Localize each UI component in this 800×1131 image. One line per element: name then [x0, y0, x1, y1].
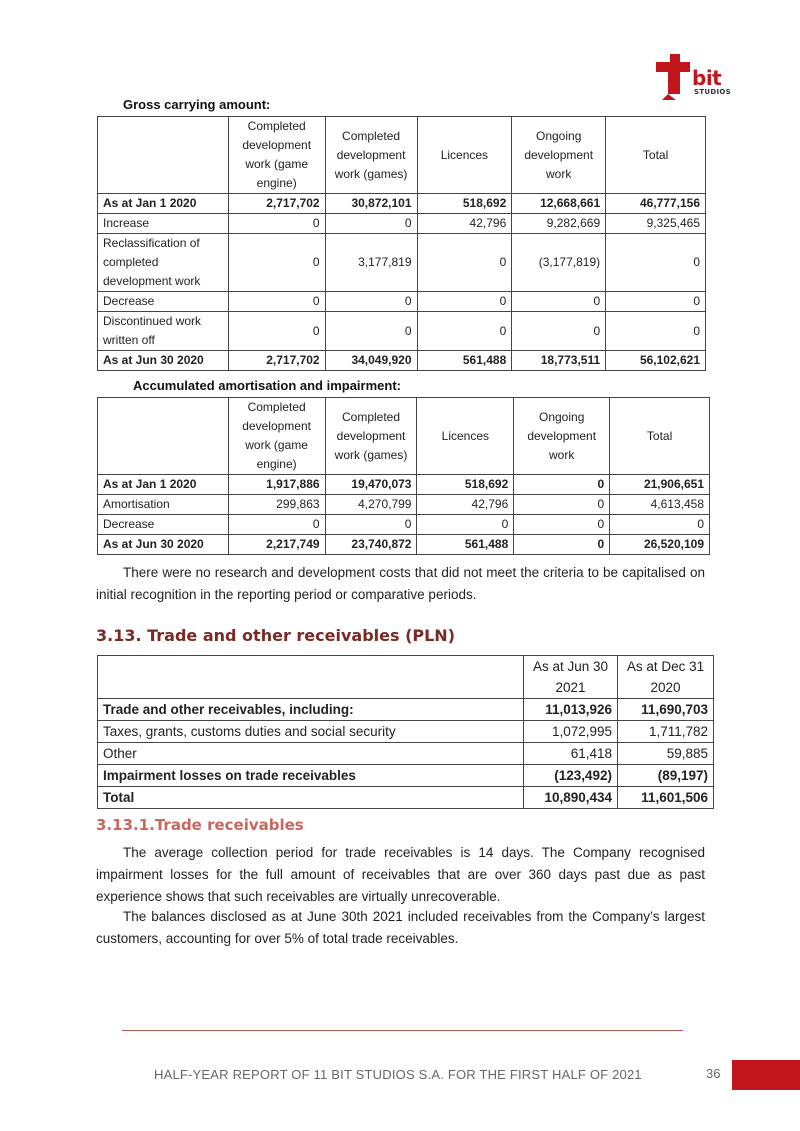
cell: 0 [514, 535, 610, 555]
cell: 0 [417, 312, 512, 351]
cell: 42,796 [417, 214, 512, 234]
section-heading: 3.13. Trade and other receivables (PLN) [96, 626, 456, 645]
page-number: 36 [706, 1066, 721, 1081]
cell: 0 [228, 214, 325, 234]
gross-title: Gross carrying amount: [123, 97, 271, 112]
header-cell [98, 117, 229, 194]
amort-title: Accumulated amortisation and impairment: [133, 378, 401, 393]
table-row [98, 765, 714, 787]
cell: 30,872,101 [325, 194, 417, 214]
collection-period-text: The average collection period for trade receivables is 14 days. The Company recognised impairment losses for the full amount of receivables that are over 360 days past due as past experience shows that such receivables are virtually unrecoverable. [96, 845, 705, 904]
cell: 1,072,995 [524, 721, 618, 743]
row-label: Decrease [98, 515, 229, 535]
table-row [98, 743, 714, 765]
cell: 518,692 [417, 475, 514, 495]
cell: 0 [512, 292, 606, 312]
largest-customers-paragraph [96, 906, 705, 950]
table-header-row [98, 117, 706, 194]
cell: (89,197) [618, 765, 714, 787]
page-marker [732, 1060, 800, 1090]
row-label: Impairment losses on trade receivables [98, 765, 524, 787]
cell: 4,270,799 [325, 495, 417, 515]
cell: 0 [417, 292, 512, 312]
row-label: Trade and other receivables, including: [98, 699, 524, 721]
cell: 19,470,073 [325, 475, 417, 495]
cell: 0 [325, 312, 417, 351]
cell: 0 [228, 312, 325, 351]
amort-table [97, 397, 710, 555]
logo-subtitle: STUDIOS [694, 88, 732, 96]
collection-period-paragraph [96, 842, 705, 908]
cell: 0 [512, 312, 606, 351]
row-label: Taxes, grants, customs duties and social security [98, 721, 524, 743]
row-label: Total [98, 787, 524, 809]
cell: 561,488 [417, 535, 514, 555]
cell: 3,177,819 [325, 234, 417, 292]
row-label: As at Jun 30 2020 [98, 535, 229, 555]
cell: 11,013,926 [524, 699, 618, 721]
cell: 0 [606, 292, 706, 312]
largest-customers-text: The balances disclosed as at June 30th 2021 included receivables from the Company’s largest customers, accounting for over 5% of total trade receivables. [96, 909, 705, 946]
rd-note-text: There were no research and development costs that did not meet the criteria to be capitalised on initial recognition in the reporting period or comparative periods. [96, 565, 705, 602]
table-row [98, 475, 710, 495]
cell: 2,717,702 [228, 351, 325, 371]
cell: 59,885 [618, 743, 714, 765]
cell: 1,917,886 [228, 475, 325, 495]
cell: 0 [325, 292, 417, 312]
header-cell: As at Jun 30 2021 [524, 656, 618, 699]
cell: 561,488 [417, 351, 512, 371]
header-cell [98, 656, 524, 699]
cell: 0 [606, 312, 706, 351]
table-row [98, 312, 706, 351]
header-cell: Total [606, 117, 706, 194]
gross-table [97, 116, 706, 371]
row-label: As at Jan 1 2020 [98, 475, 229, 495]
cell: 12,668,661 [512, 194, 606, 214]
row-label: Decrease [98, 292, 229, 312]
header-cell: Ongoing development work [514, 398, 610, 475]
rd-note-paragraph [96, 562, 705, 606]
cell: 34,049,920 [325, 351, 417, 371]
cell: 0 [606, 234, 706, 292]
cell: 0 [325, 214, 417, 234]
row-label: Other [98, 743, 524, 765]
cell: 4,613,458 [610, 495, 710, 515]
table-header-row [98, 656, 714, 699]
cell: 0 [228, 515, 325, 535]
row-label: Increase [98, 214, 229, 234]
cell: 42,796 [417, 495, 514, 515]
table-row [98, 292, 706, 312]
cell: 0 [417, 234, 512, 292]
row-label: Discontinued work written off [98, 312, 229, 351]
table-row [98, 234, 706, 292]
cell: 0 [514, 515, 610, 535]
cell: 299,863 [228, 495, 325, 515]
row-label: Reclassification of completed development work [98, 234, 229, 292]
header-cell: As at Dec 31 2020 [618, 656, 714, 699]
table-row [98, 495, 710, 515]
row-label: As at Jun 30 2020 [98, 351, 229, 371]
cell: 2,217,749 [228, 535, 325, 555]
logo-wordmark: bit [692, 66, 722, 90]
header-cell: Completed development work (games) [325, 398, 417, 475]
header-cell: Completed development work (games) [325, 117, 417, 194]
table-row [98, 721, 714, 743]
cell: 11,601,506 [618, 787, 714, 809]
header-cell: Completed development work (game engine) [228, 398, 325, 475]
cell: 1,711,782 [618, 721, 714, 743]
cell: 518,692 [417, 194, 512, 214]
header-cell: Completed development work (game engine) [228, 117, 325, 194]
cell: (123,492) [524, 765, 618, 787]
header-cell: Ongoing development work [512, 117, 606, 194]
subsection-heading: 3.13.1.Trade receivables [96, 816, 304, 834]
footer-title: HALF-YEAR REPORT OF 11 BIT STUDIOS S.A. FOR THE FIRST HALF OF 2021 [154, 1067, 642, 1082]
table-header-row [98, 398, 710, 475]
table-row [98, 194, 706, 214]
cell: 56,102,621 [606, 351, 706, 371]
table-row [98, 214, 706, 234]
table-row [98, 787, 714, 809]
cell: 26,520,109 [610, 535, 710, 555]
cell: 18,773,511 [512, 351, 606, 371]
cell: 0 [228, 234, 325, 292]
header-cell: Licences [417, 117, 512, 194]
header-cell [98, 398, 229, 475]
cell: 9,282,669 [512, 214, 606, 234]
cell: (3,177,819) [512, 234, 606, 292]
row-label: As at Jan 1 2020 [98, 194, 229, 214]
row-label: Amortisation [98, 495, 229, 515]
footer-divider [122, 1030, 683, 1031]
cell: 46,777,156 [606, 194, 706, 214]
cell: 0 [228, 292, 325, 312]
table-row [98, 535, 710, 555]
cell: 0 [610, 515, 710, 535]
cell: 0 [514, 475, 610, 495]
cell: 61,418 [524, 743, 618, 765]
table-row [98, 351, 706, 371]
table-row [98, 515, 710, 535]
cell: 9,325,465 [606, 214, 706, 234]
cell: 2,717,702 [228, 194, 325, 214]
cell: 0 [325, 515, 417, 535]
cell: 21,906,651 [610, 475, 710, 495]
cell: 0 [417, 515, 514, 535]
header-cell: Total [610, 398, 710, 475]
header-cell: Licences [417, 398, 514, 475]
cell: 10,890,434 [524, 787, 618, 809]
cell: 23,740,872 [325, 535, 417, 555]
cell: 11,690,703 [618, 699, 714, 721]
table-row [98, 699, 714, 721]
receivables-table [97, 655, 714, 809]
cell: 0 [514, 495, 610, 515]
